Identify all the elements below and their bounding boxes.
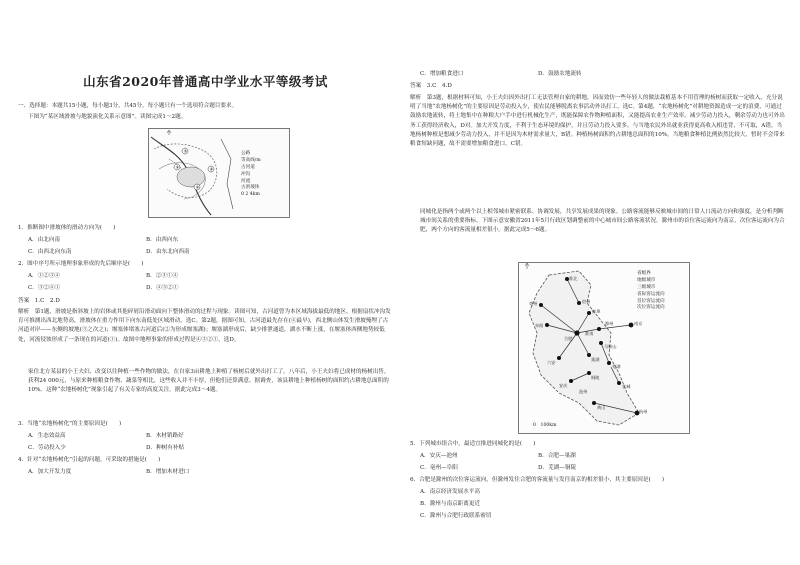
anhui-map-legend bbox=[637, 271, 665, 312]
passage-5-6: 同城化是指两个或两个以上相邻城市紧密联系、协调发展，共享发展成果的现象。公路客流能够反映城市间的日常人口流动方向和强度，是分析判断城市间关系的重要指标。下图示意安徽省2011年5月行政区划调整前的中心城市间公路客流状况。滁州市的首位客运流向为南京，次位客运流向为合肥，两个方向的客流量相差很小。据此完成5～6题。 bbox=[420, 209, 785, 234]
q4-option-b: B．增加木材进口 bbox=[146, 469, 190, 475]
explanation-3-4: 解析 第3题，根据材料可知，小王夫妇因外出打工无法管理自家的耕地，因而效仿一些年轻人的做法栽植基本不用管理的杨树而获取一定收入，充分说明了当地“农地杨树化”的主要原因是劳动投入少，使农民能够脱离农事活动外出打工，选C。第4题，“农地杨树化”对耕地资源造成一定的浪费，可通过鼓励农地流转，将土地集中在种粮大户手中进行机械化生产，既能保障农作物种植面积，又能提高农业生产效率，减少劳动力投入，剩余劳动力也可外出务工获得经济收入，D对。加大开发力度，不利于生态环境的保护，并且劳动力投入要多，与当地农民外出就业获得更高收入相违背，不可取，A错。当地杨树种植是想减少劳动力投入，并不是因为木材需求量大，B错。种植杨树面积约占耕地总面积的10%，当地粮食种植比例依然比较大，暂时不会带来粮食短缺问题，故不需要增加粮食进口，C错。 bbox=[410, 95, 785, 148]
q1-option-a: A．由北向南 bbox=[28, 237, 61, 243]
question-5-options-row2 bbox=[410, 464, 576, 473]
map-label-xuancheng: 宣城 bbox=[622, 384, 631, 389]
section-instruction: 一、选择题：本题共15小题，每小题3分，共45分。每小题只有一个选项符合题目要求。 bbox=[18, 103, 238, 109]
question-6: 6．合肥是滁州的次位客运流向，但滁州发往合肥的客流量与发往南京的相差很小，其主要原因是( ) bbox=[410, 477, 665, 483]
question-1: 1．推断图中滑坡体的滑动方向为( ) bbox=[18, 225, 116, 231]
q3-option-c: C．劳动投入少 bbox=[28, 445, 66, 451]
question-1-options-row1 bbox=[18, 236, 228, 245]
map-label-hangzhou: 杭州 bbox=[639, 409, 648, 414]
q5-option-b: B．合肥—巢湖 bbox=[538, 453, 576, 459]
q1-option-c: C．由西北向东南 bbox=[28, 249, 72, 255]
map-label-fuyang: 阜阳 bbox=[535, 323, 544, 328]
question-1-options-row2 bbox=[18, 248, 190, 257]
legend-road: 公路 bbox=[241, 151, 251, 156]
question-3-options-row1 bbox=[18, 432, 184, 441]
q4-option-a: A．加大开发力度 bbox=[28, 469, 72, 475]
q3-option-b: B．木材销路好 bbox=[146, 433, 184, 439]
svg-text:②: ② bbox=[195, 184, 200, 190]
q3-option-a: A．生态效益高 bbox=[28, 433, 66, 439]
q6-option-c: C．滁州与合肥行政联系密切 bbox=[420, 513, 492, 519]
q2-option-a: A．①②③④ bbox=[28, 273, 61, 279]
question-2-options-row1 bbox=[18, 272, 178, 281]
question-4-options-row1 bbox=[18, 468, 189, 477]
svg-text:③: ③ bbox=[183, 148, 188, 154]
question-2-options-row2 bbox=[18, 284, 178, 293]
svg-text:①: ① bbox=[175, 164, 180, 170]
legend-gully: 冲沟 bbox=[241, 171, 251, 177]
map-label-wuhu: 芜湖 bbox=[612, 364, 621, 369]
map-label-huaibei: 淮北 bbox=[569, 276, 578, 281]
answer-3-4: 答案 3.C 4.D bbox=[410, 83, 452, 89]
map-label-maanshan: 马鞍山 bbox=[604, 344, 617, 349]
question-4-options-row2 bbox=[410, 70, 582, 79]
map-label-chuzhou: 滁州 bbox=[605, 321, 614, 326]
legend-primary-flow: 首位客运流向 bbox=[637, 298, 665, 304]
map-label-bozhou: 亳州 bbox=[529, 301, 538, 306]
q3-option-d: D．种树有补贴 bbox=[146, 445, 185, 451]
legend-old-channel: 古河道 bbox=[241, 164, 255, 170]
legend-third-city: 三级城市 bbox=[637, 284, 656, 290]
legend-secondary-flow: 次位客运流向 bbox=[637, 305, 665, 311]
legend-interprovincial-flow: 省际客运流向 bbox=[637, 291, 665, 297]
question-2: 2．图中序号所示地理事象形成的先后顺序是( ) bbox=[18, 261, 144, 267]
legend-scale: 0 2 4km bbox=[241, 192, 260, 198]
map-label-anqing: 安庆 bbox=[559, 383, 568, 388]
explanation-1-2: 解析 第1题，滑坡是指斜坡上的岩体或其他碎屑沿滑动面向下整体滑动的过程与现象。读图可知，古河道曾为本区域海拔最低的地区，根据扇状冲沟发育可推测出西北地势高，滑坡体在重力作用下向东南低处区域滑动，选C。第2题，据图可知，古河道最先存在(④最早)，西北侧山体发生滑坡掩埋了古河道对岸——东侧的坡地(③之次之)；堰塞体堵塞古河道后(②为形成堰塞湖)；堰塞湖形成后，缺少排泄通道，湖水不断上涨，在堰塞体西侧地势较低处，河流侵蚀形成了一条现在的河道(①)。故图中地理事象的形成过程是④③②①，选D。 bbox=[18, 309, 391, 343]
q6-option-a: A．南京经济发展水平高 bbox=[420, 489, 480, 495]
question-3: 3．当地“农地杨树化”的主要原因是( ) bbox=[18, 421, 122, 427]
map-label-luan: 六安 bbox=[547, 360, 556, 365]
q4-option-c: C．增加粮食进口 bbox=[420, 71, 464, 77]
svg-text:④: ④ bbox=[209, 166, 214, 172]
map-label-huangshan: 黄山 bbox=[597, 405, 606, 410]
legend-old-landslide: 古滑坡体 bbox=[241, 185, 260, 191]
legend-river: 河流 bbox=[241, 178, 251, 184]
map-label-hefei: 合肥 bbox=[564, 336, 573, 341]
landslide-map-legend bbox=[241, 151, 261, 199]
question-4: 4．针对“农地杨树化”引起的问题，可采取的措施是( ) bbox=[18, 457, 161, 463]
figure-intro: 下图为“某区域滑坡与地貌演化关系示意图”。读图完成1～2题。 bbox=[28, 114, 187, 120]
question-5: 5．下列城市组合中，最适宜推进同城化的是( ) bbox=[410, 441, 536, 447]
question-3-options-row2 bbox=[18, 444, 184, 453]
q6-option-b: B．滁州与南京距离更近 bbox=[420, 501, 481, 507]
map-label-tongling: 铜陵 bbox=[591, 375, 600, 380]
page-title: 山东省2020年普通高中学业水平等级考试 bbox=[83, 74, 328, 89]
anhui-map-scale: 0 100km bbox=[533, 423, 557, 428]
q1-option-d: D．由东北向西南 bbox=[146, 249, 190, 255]
passage-3-4: 家住北方某县的小王夫妇，改变以往种植一些作物的做法，在自家3亩耕地上种植了杨树后就外出打工了。八年后，小王夫妇将已成材的杨树出售，获利24 000元，与原来种植粮食作物、蔬菜等相比，这些收入并不丰厚，但他们还算满意。据调查，该县耕地上种植杨树的面积约占耕地总面积的10%。这种“农地杨树化”现象引起了有关专家的高度关注。据此完成3～4题。 bbox=[28, 369, 390, 394]
q5-option-c: C．亳州—阜阳 bbox=[420, 465, 458, 471]
map-label-chaohu: 巢湖 bbox=[591, 357, 600, 362]
landslide-map bbox=[148, 128, 290, 218]
legend-provincial-border: 省级界 bbox=[637, 271, 651, 276]
anhui-flow-map bbox=[518, 262, 690, 434]
q5-option-a: A．安庆—池州 bbox=[420, 453, 458, 459]
answer-1-2: 答案 1.C 2.D bbox=[18, 298, 60, 304]
q2-option-c: C．③②④① bbox=[28, 285, 61, 291]
map-label-bengbu: 蚌埠 bbox=[592, 309, 601, 314]
map-label-suzhou: 宿州 bbox=[582, 299, 591, 304]
legend-prefecture-city: 地级城市 bbox=[637, 277, 656, 283]
q1-option-b: B．由西向东 bbox=[146, 237, 179, 243]
q2-option-d: D．④③②① bbox=[146, 285, 179, 291]
map-label-huainan: 淮南 bbox=[585, 331, 594, 336]
legend-contour: 等高线/m bbox=[241, 157, 261, 163]
q4-option-d: D．鼓励农地流转 bbox=[538, 71, 582, 77]
landslide-map-drawing bbox=[149, 129, 289, 217]
map-label-chizhou: 池州 bbox=[579, 389, 588, 394]
q2-option-b: B．②③①④ bbox=[146, 273, 179, 279]
map-label-nanjing: 南京 bbox=[634, 321, 643, 326]
q5-option-d: D．芜湖—铜陵 bbox=[538, 465, 577, 471]
question-5-options-row1 bbox=[410, 452, 576, 461]
